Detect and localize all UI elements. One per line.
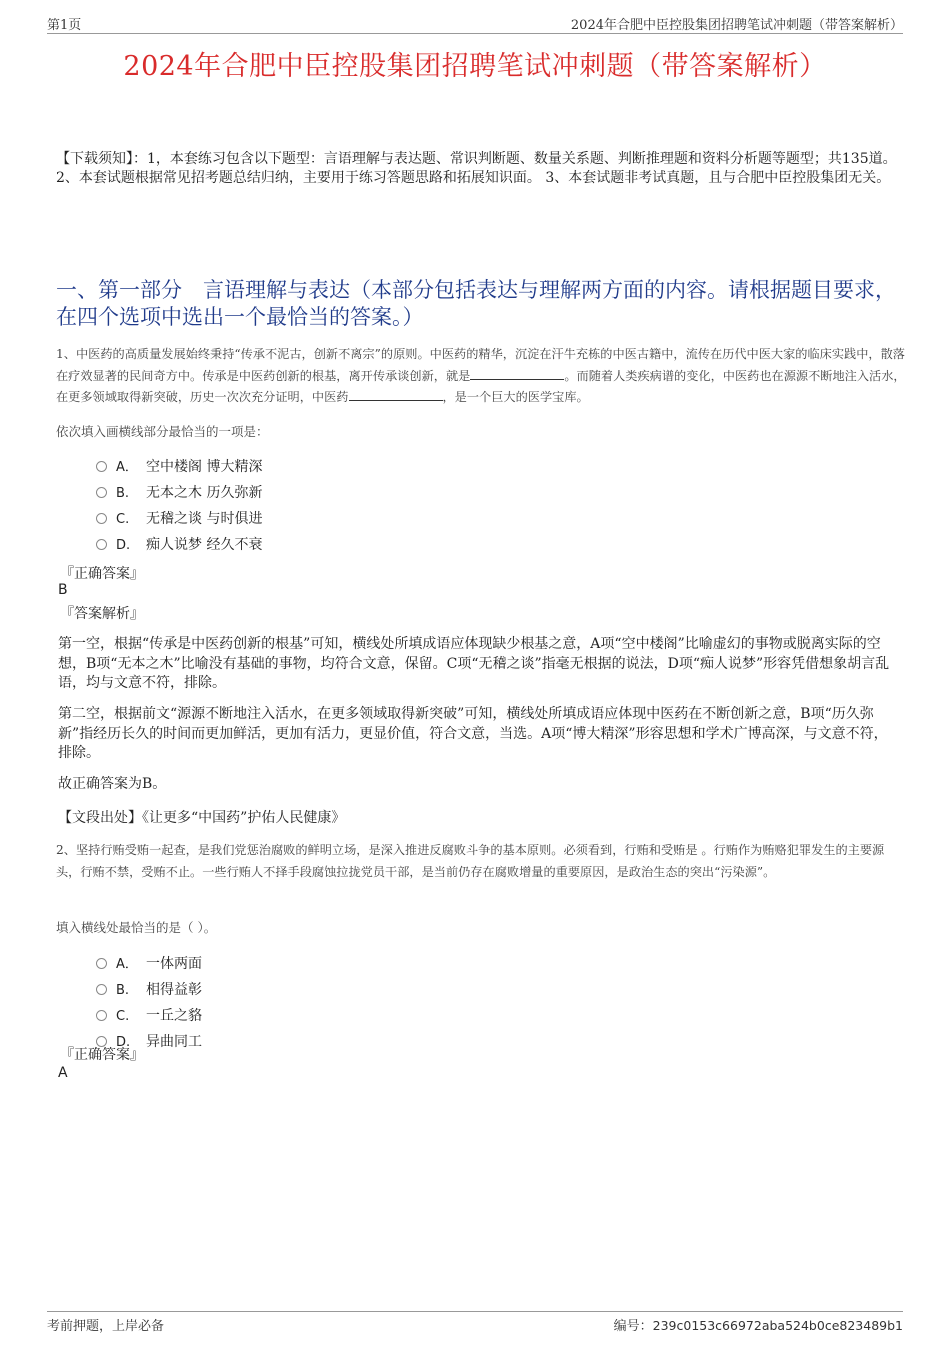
radio-icon[interactable] (96, 984, 107, 995)
question-1-text-part-c: ，是一个巨大的医学宝库。 (442, 390, 589, 404)
option-letter: B. (116, 486, 130, 501)
radio-icon[interactable] (96, 513, 107, 524)
radio-icon[interactable] (96, 958, 107, 969)
footer-divider (47, 1311, 903, 1312)
radio-icon[interactable] (96, 1010, 107, 1021)
radio-icon[interactable] (96, 461, 107, 472)
question-1-text (56, 344, 906, 409)
correct-answer-label: 『正确答案』 (60, 566, 144, 582)
option-b[interactable] (96, 482, 262, 502)
correct-answer: A (58, 1065, 68, 1081)
answer-blank-2 (349, 390, 443, 401)
question-2-text: 2、坚持行贿受贿一起查，是我们党惩治腐败的鲜明立场，是深入推进反腐败斗争的基本原则。必须看到，行贿和受贿是 。行贿作为贿赂犯罪发生的主要源头，行贿不禁，受贿不止。一些行贿人不择手段腐蚀拉拢党员干部，是当前仍存在腐败增量的重要原因，是政治生态的突出“污染源”。 (56, 843, 885, 879)
correct-answer-label: 『正确答案』 (60, 1047, 144, 1063)
option-c[interactable] (96, 508, 262, 528)
option-text: 痴人说梦 经久不衰 (146, 537, 263, 553)
page-number: 第1页 (47, 18, 82, 33)
option-text: 空中楼阁 博大精深 (146, 459, 263, 475)
download-notice: 【下载须知】：1，本套练习包含以下题型：言语理解与表达题、常识判断题、数量关系题、判断推理题和资料分析题等题型；共135道。 2、本套试题根据常见招考题总结归纳，主要用于练习答题思路和拓展知识面。 3、本套试题非考试真题，且与合肥中臣控股集团无关。 (56, 151, 897, 186)
question-1-text-part-b: 。而随着人类疾病谱的变化，中医药也在源源不断地注入活水，在更多领域取得新突破，历史一次次充分证明，中医药 (56, 368, 906, 404)
header-divider (47, 33, 903, 34)
analysis-paragraph-1: 第一空，根据“传承是中医药创新的根基”可知，横线处所填成语应体现缺少根基之意，A项“空中楼阁”比喻虚幻的事物或脱离实际的空想，B项“无本之木”比喻没有基础的事物，均符合文意，保留。C项“无稽之谈”指毫无根据的说法，D项“痴人说梦”形容凭借想象胡言乱语，均与文意不符，排除。 (58, 636, 890, 691)
code-label: 编号： (613, 1319, 653, 1334)
option-letter: B. (116, 983, 130, 998)
option-text: 无本之木 历久弥新 (146, 485, 263, 501)
correct-answer: B (58, 582, 68, 598)
question-1-prompt: 依次填入画横线部分最恰当的一项是： (56, 424, 269, 439)
question-2-prompt: 填入横线处最恰当的是（ ）。 (56, 920, 217, 935)
option-text: 一丘之貉 (146, 1008, 202, 1024)
option-b[interactable] (96, 979, 202, 999)
option-letter: A． (116, 460, 138, 475)
analysis-label: 『答案解析』 (60, 606, 144, 622)
radio-icon[interactable] (96, 539, 107, 550)
footer-slogan: 考前押题，上岸必备 (47, 1319, 165, 1334)
section-heading: 一、第一部分 言语理解与表达（本部分包括表达与理解两方面的内容。请根据题目要求，在四个选项中选出一个最恰当的答案。） (56, 278, 896, 329)
option-text: 一体两面 (146, 956, 202, 972)
option-letter: C. (116, 512, 130, 527)
radio-icon[interactable] (96, 487, 107, 498)
question-1-text-part-a: 1、中医药的高质量发展始终秉持“传承不泥古，创新不离宗”的原则。中医药的精华，沉淀在汗牛充栋的中医古籍中，流传在历代中医大家的临床实践中，散落在疗效显著的民间奇方中。传承是中医药创新的根基，离开传承谈创新，就是 (56, 347, 905, 383)
option-letter: C. (116, 1009, 130, 1024)
analysis-paragraph-2: 第二空，根据前文“源源不断地注入活水，在更多领域取得新突破”可知，横线处所填成语应体现中医药在不断创新之意，B项“历久弥新”指经历长久的时间而更加鲜活，更加有活力，更显价值，符合文意，当选。A项“博大精深”形容思想和学术广博高深，与文意不符，排除。 (58, 706, 888, 761)
document-code (614, 1315, 903, 1334)
option-a[interactable] (96, 456, 262, 476)
option-text: 相得益彰 (146, 982, 202, 998)
answer-blank-1 (470, 369, 564, 380)
running-header-title: 2024年合肥中臣控股集团招聘笔试冲刺题（带答案解析） (570, 18, 903, 33)
option-letter: D. (116, 538, 131, 553)
option-c[interactable] (96, 1005, 202, 1025)
option-letter: A． (116, 957, 138, 972)
analysis-conclusion: 故正确答案为B。 (58, 776, 167, 792)
option-d[interactable] (96, 534, 262, 554)
option-letter: D. (116, 1035, 131, 1050)
option-text: 无稽之谈 与时俱进 (146, 511, 263, 527)
option-text: 异曲同工 (146, 1034, 202, 1050)
source-citation: 【文段出处】《让更多“中国药”护佑人民健康》 (58, 810, 346, 826)
code-value: 239c0153c66972aba524b0ce823489b1 (652, 1318, 903, 1333)
document-title: 2024年合肥中臣控股集团招聘笔试冲刺题（带答案解析） (123, 51, 827, 82)
option-a[interactable] (96, 953, 202, 973)
